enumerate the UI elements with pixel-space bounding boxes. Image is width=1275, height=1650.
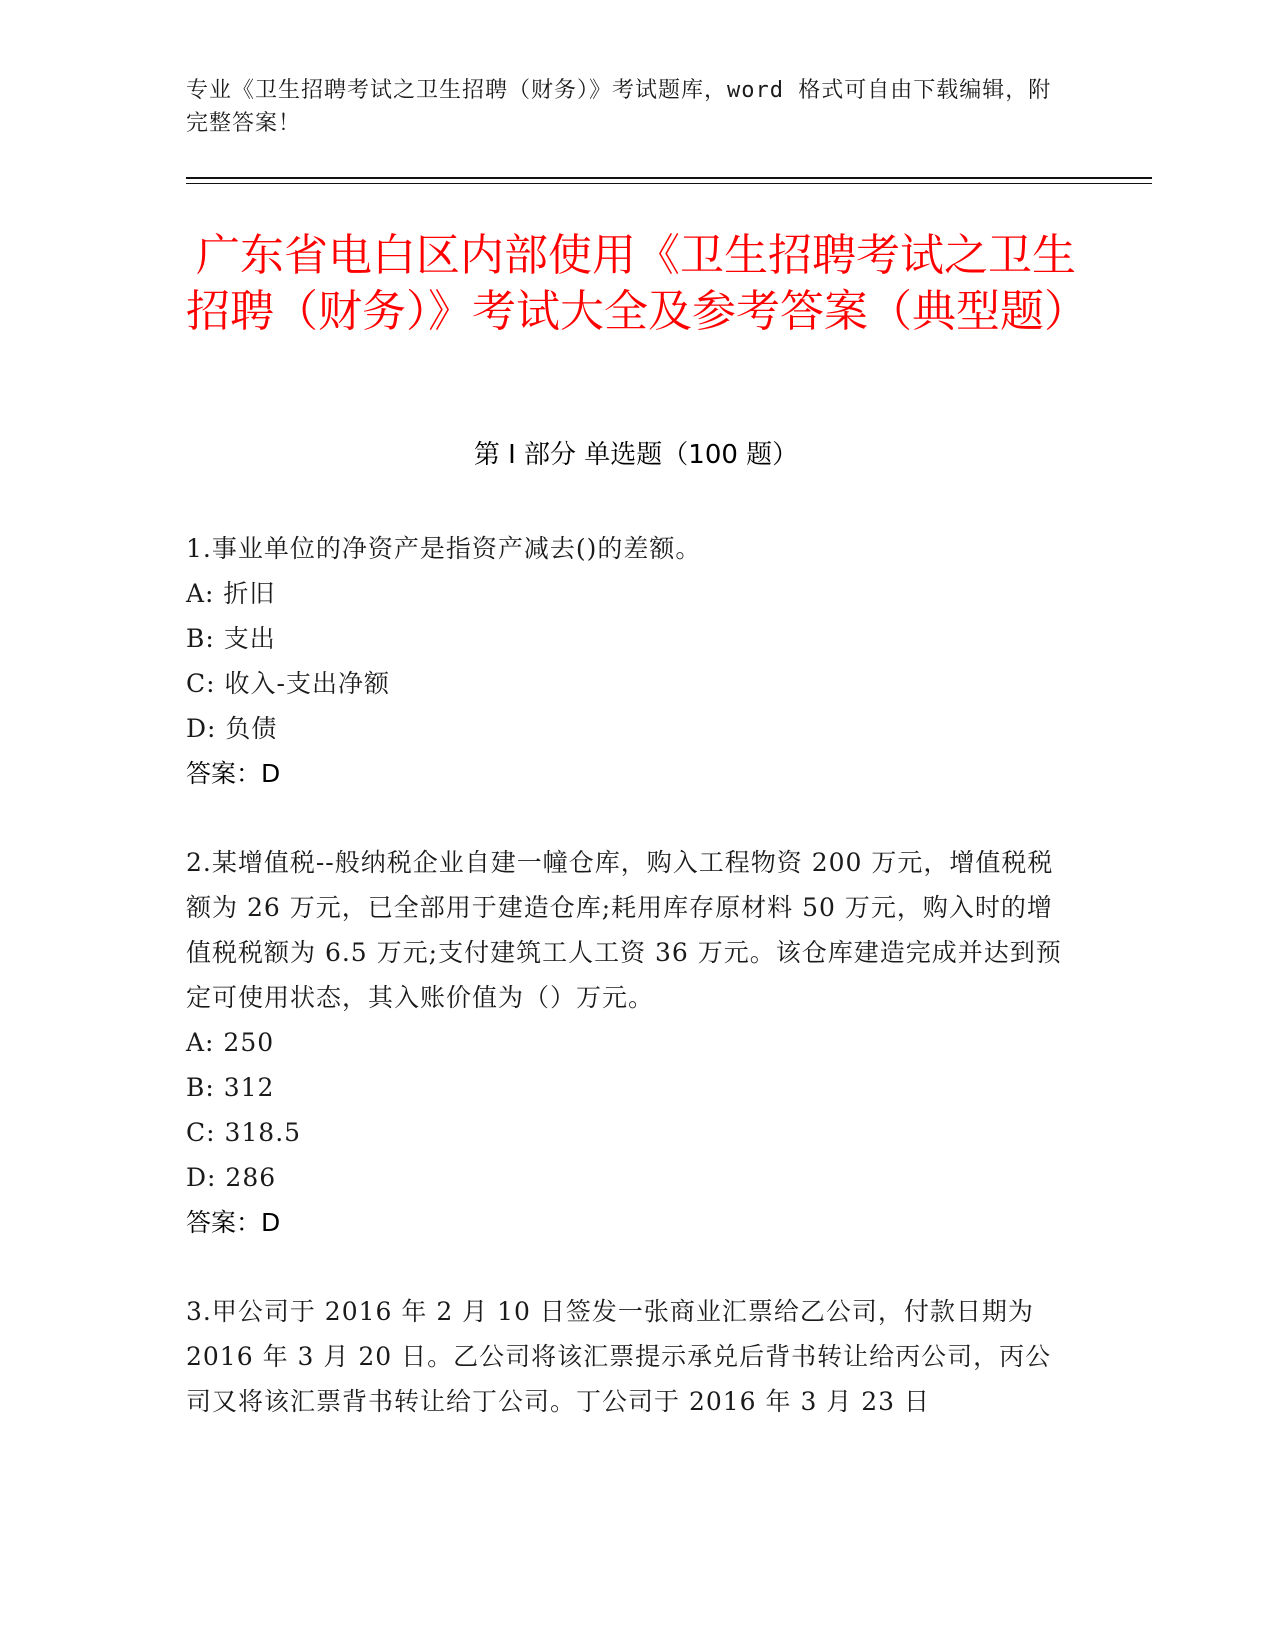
option-c: C: 318.5 bbox=[186, 1118, 302, 1147]
option-a: A: 250 bbox=[186, 1028, 275, 1057]
answer: 答案：D bbox=[186, 759, 281, 788]
option-b: B: 支出 bbox=[186, 624, 276, 653]
question-2 bbox=[186, 840, 1066, 1245]
question-stem: 1.事业单位的净资产是指资产减去()的差额。 bbox=[186, 534, 702, 563]
section-heading: 第 I 部分 单选题（100 题） bbox=[473, 440, 799, 470]
option-b: B: 312 bbox=[186, 1073, 275, 1102]
answer: 答案：D bbox=[186, 1208, 281, 1237]
question-1 bbox=[186, 526, 1066, 796]
option-d: D: 负债 bbox=[186, 714, 278, 743]
question-3 bbox=[186, 1289, 1066, 1424]
header-divider-thin bbox=[186, 183, 1152, 184]
question-stem: 2.某增值税--般纳税企业自建一幢仓库，购入工程物资 200 万元，增值税税额为 26 万元，已全部用于建造仓库;耗用库存原材料 50 万元，购入时的增值税税额为 6.5 万元;支付建筑工人工资 36 万元。该仓库建造完成并达到预定可使用状态，其入账价值为（）万元。 bbox=[186, 848, 1062, 1012]
question-list bbox=[186, 526, 1066, 1468]
option-c: C: 收入-支出净额 bbox=[186, 669, 390, 698]
header-divider-thick bbox=[186, 177, 1152, 179]
option-a: A: 折旧 bbox=[186, 579, 276, 608]
option-d: D: 286 bbox=[186, 1163, 277, 1192]
header-note: 专业《卫生招聘考试之卫生招聘（财务）》考试题库，word 格式可自由下载编辑，附完整答案！ bbox=[186, 78, 1052, 136]
question-stem: 3.甲公司于 2016 年 2 月 10 日签发一张商业汇票给乙公司，付款日期为 2016 年 3 月 20 日。乙公司将该汇票提示承兑后背书转让给丙公司，丙公司又将该汇票背书转让给丁公司。丁公司于 2016 年 3 月 23 日 bbox=[186, 1297, 1052, 1416]
document-title: 广东省电白区内部使用《卫生招聘考试之卫生招聘（财务）》考试大全及参考答案（典型题） bbox=[186, 230, 1088, 337]
